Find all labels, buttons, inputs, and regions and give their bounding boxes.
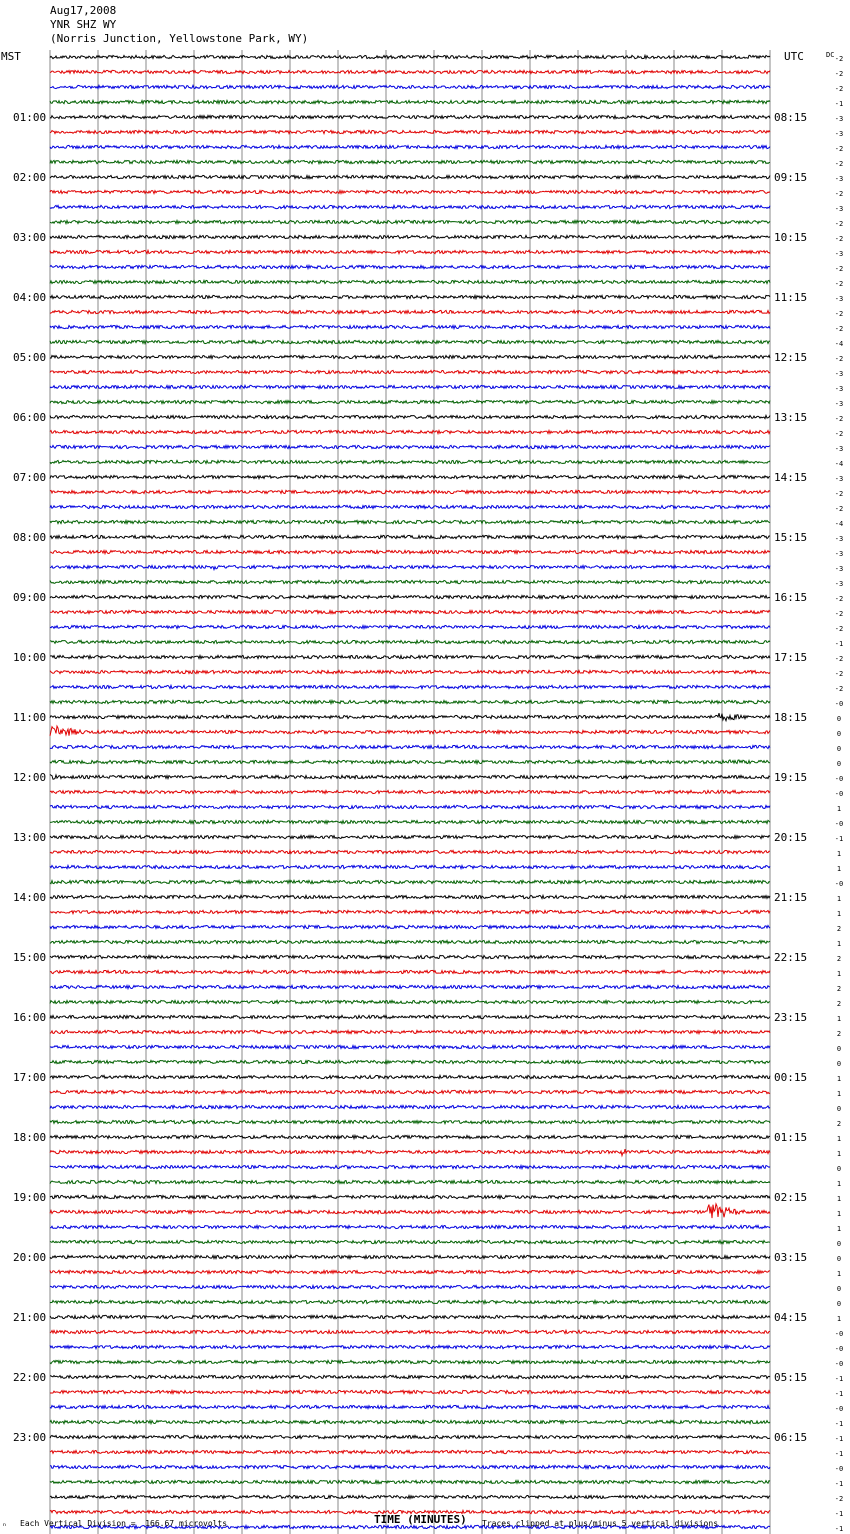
- dc-offset-label: 1: [836, 850, 842, 858]
- dc-offset-label: 0: [836, 1300, 842, 1308]
- dc-offset-label: 2: [836, 1030, 842, 1038]
- seismic-trace-row: [50, 925, 770, 928]
- seismic-trace-row: [50, 580, 770, 583]
- seismic-trace-row: [50, 175, 770, 178]
- dc-offset-label: -3: [834, 445, 844, 453]
- dc-offset-label: 1: [836, 1180, 842, 1188]
- seismic-trace-row: [50, 1360, 770, 1363]
- utc-hour-label: 04:15: [774, 1311, 808, 1324]
- dc-offset-label: 1: [836, 1195, 842, 1203]
- dc-offset-label: -3: [834, 370, 844, 378]
- dc-offset-label: -2: [834, 595, 844, 603]
- dc-offset-label: -0: [834, 1345, 844, 1353]
- seismic-trace-row: [50, 1000, 770, 1003]
- dc-offset-label: -0: [834, 700, 844, 708]
- dc-offset-label: 0: [836, 1060, 842, 1068]
- station-location: (Norris Junction, Yellowstone Park, WY): [50, 32, 309, 45]
- dc-offset-label: -0: [834, 880, 844, 888]
- dc-offset-label: -1: [834, 1480, 844, 1488]
- seismic-trace-row: [50, 850, 770, 853]
- mst-hour-label: 11:00: [13, 711, 47, 724]
- mst-hour-label: 10:00: [13, 651, 47, 664]
- seismic-trace-row: [50, 310, 770, 313]
- dc-offset-label: -0: [834, 1330, 844, 1338]
- seismic-trace-row: [50, 415, 770, 418]
- seismic-trace-row: [50, 1405, 770, 1408]
- seismic-trace-row: [50, 820, 770, 823]
- dc-offset-label: -2: [834, 220, 844, 228]
- seismic-trace-row: [50, 1075, 770, 1078]
- seismic-trace-row: [50, 700, 770, 703]
- seismic-trace-row: [50, 713, 770, 721]
- dc-offset-label: 1: [836, 1015, 842, 1023]
- seismic-trace-row: [50, 1135, 770, 1138]
- seismic-trace-row: [50, 505, 770, 508]
- seismic-trace-row: [50, 670, 770, 673]
- seismic-trace-row: [50, 220, 770, 223]
- mst-hour-label: 01:00: [13, 111, 47, 124]
- dc-offset-label: -2: [834, 160, 844, 168]
- seismic-trace-row: [50, 1060, 770, 1063]
- dc-offset-label: 2: [836, 1120, 842, 1128]
- station-code: YNR SHZ WY: [50, 18, 117, 31]
- dc-offset-label: -1: [834, 640, 844, 648]
- seismic-trace-row: [50, 1045, 770, 1048]
- dc-offset-label: -1: [834, 100, 844, 108]
- seismic-trace-row: [50, 610, 770, 613]
- mst-hour-label: 03:00: [13, 231, 47, 244]
- seismic-trace-row: [50, 1375, 770, 1378]
- utc-hour-label: 00:15: [774, 1071, 808, 1084]
- seismic-trace-row: [50, 385, 770, 388]
- dc-offset-label: 2: [836, 925, 842, 933]
- dc-offset-label: 0: [836, 730, 842, 738]
- dc-offset-label: -2: [834, 670, 844, 678]
- utc-hour-label: 06:15: [774, 1431, 808, 1444]
- seismic-trace-row: [50, 1390, 770, 1393]
- seismic-trace-row: [50, 970, 770, 973]
- dc-offset-label: -0: [834, 1360, 844, 1368]
- seismic-trace-row: [50, 1345, 770, 1348]
- seismic-trace-row: [50, 1435, 770, 1438]
- seismic-trace-row: [50, 655, 770, 658]
- seismic-trace-row: [50, 685, 770, 688]
- dc-offset-label: -2: [834, 265, 844, 273]
- utc-hour-label: 18:15: [774, 711, 808, 724]
- seismic-trace-row: [50, 835, 770, 838]
- seismic-trace-row: [50, 745, 770, 748]
- dc-offset-label: 1: [836, 910, 842, 918]
- dc-offset-label: -2: [834, 625, 844, 633]
- left-timezone: MST: [1, 50, 21, 63]
- seismic-trace-row: [50, 865, 770, 868]
- dc-offset-label: -2: [834, 430, 844, 438]
- mst-hour-label: 19:00: [13, 1191, 47, 1204]
- seismic-trace-row: [50, 1195, 770, 1198]
- dc-offset-label: -3: [834, 385, 844, 393]
- seismic-trace-row: [50, 1180, 770, 1183]
- dc-offset-label: -3: [834, 550, 844, 558]
- seismic-trace-row: [50, 130, 770, 133]
- seismic-trace-row: [50, 1255, 770, 1258]
- seismic-trace-row: [50, 1300, 770, 1303]
- dc-offset-label: 0: [836, 1240, 842, 1248]
- utc-hour-label: 17:15: [774, 651, 808, 664]
- seismic-trace-row: [50, 940, 770, 943]
- dc-offset-label: -2: [834, 355, 844, 363]
- dc-offset-label: -2: [834, 145, 844, 153]
- dc-offset-label: -4: [834, 520, 844, 528]
- plot-date: Aug17,2008: [50, 4, 117, 17]
- mst-hour-label: 16:00: [13, 1011, 47, 1024]
- dc-offset-label: 0: [836, 760, 842, 768]
- seismic-trace-row: [50, 1495, 770, 1498]
- seismic-trace-row: [50, 726, 770, 736]
- dc-offset-label: -1: [834, 1435, 844, 1443]
- dc-offset-label: -2: [834, 655, 844, 663]
- dc-offset-label: 1: [836, 865, 842, 873]
- seismic-trace-row: [50, 520, 770, 523]
- seismic-trace-row: [50, 145, 770, 148]
- dc-offset-label: -1: [834, 1510, 844, 1518]
- seismic-trace-row: [50, 625, 770, 628]
- dc-offset-label: 0: [836, 1165, 842, 1173]
- dc-offset-label: 0: [836, 715, 842, 723]
- dc-offset-label: -4: [834, 460, 844, 468]
- seismic-trace-row: [50, 295, 770, 298]
- dc-offset-label: -2: [834, 505, 844, 513]
- dc-offset-label: -1: [834, 1390, 844, 1398]
- dc-offset-label: -2: [834, 610, 844, 618]
- seismic-trace-row: [50, 430, 770, 433]
- mst-hour-label: 04:00: [13, 291, 47, 304]
- clip-note: Traces clipped at plus/minus 5 vertical divisions: [482, 1519, 719, 1528]
- dc-offset-label: -1: [834, 1450, 844, 1458]
- seismic-trace-row: [50, 775, 770, 780]
- seismic-trace-row: [50, 325, 770, 328]
- dc-offset-label: -3: [834, 175, 844, 183]
- dc-offset-label: -3: [834, 475, 844, 483]
- dc-offset-label: -2: [834, 85, 844, 93]
- utc-hour-label: 21:15: [774, 891, 808, 904]
- dc-offset-label: 1: [836, 1210, 842, 1218]
- scale-note: Each Vertical Division = 166.67 microvolts: [20, 1519, 228, 1528]
- seismic-trace-row: [50, 1330, 770, 1333]
- dc-offset-label: -2: [834, 55, 844, 63]
- seismic-trace-row: [50, 115, 770, 118]
- utc-hour-label: 02:15: [774, 1191, 808, 1204]
- seismic-trace-row: [50, 985, 770, 988]
- seismic-trace-row: [50, 1030, 770, 1033]
- seismic-trace-row: [50, 880, 770, 883]
- dc-offset-label: -0: [834, 1405, 844, 1413]
- utc-hour-label: 10:15: [774, 231, 808, 244]
- dc-offset-label: -2: [834, 1495, 844, 1503]
- seismic-trace-row: [50, 235, 770, 238]
- dc-offset-label: 1: [836, 895, 842, 903]
- dc-offset-label: 1: [836, 1150, 842, 1158]
- dc-offset-label: -2: [834, 490, 844, 498]
- dc-offset-label: -0: [834, 1465, 844, 1473]
- mst-hour-label: 21:00: [13, 1311, 47, 1324]
- seismic-trace-row: [50, 160, 770, 163]
- seismic-trace-row: [50, 1225, 770, 1228]
- dc-offset-label: -0: [834, 775, 844, 783]
- seismic-trace-row: [50, 250, 770, 253]
- seismic-trace-row: [50, 445, 770, 448]
- dc-offset-label: -0: [834, 820, 844, 828]
- dc-offset-label: -2: [834, 70, 844, 78]
- seismic-trace-row: [50, 400, 770, 403]
- mst-hour-label: 09:00: [13, 591, 47, 604]
- dc-offset-label: 1: [836, 1270, 842, 1278]
- seismic-trace-row: [50, 370, 770, 373]
- dc-column-header: DC: [826, 51, 835, 59]
- mst-hour-label: 20:00: [13, 1251, 47, 1264]
- seismic-trace-row: [50, 1149, 770, 1156]
- mst-hour-label: 13:00: [13, 831, 47, 844]
- dc-offset-label: 1: [836, 970, 842, 978]
- utc-hour-label: 20:15: [774, 831, 808, 844]
- utc-hour-label: 09:15: [774, 171, 808, 184]
- seismic-trace-row: [50, 640, 770, 643]
- seismic-trace-row: [50, 1105, 770, 1108]
- dc-offset-label: -3: [834, 205, 844, 213]
- mst-hour-label: 05:00: [13, 351, 47, 364]
- seismic-trace-row: [50, 340, 770, 343]
- dc-offset-label: -2: [834, 310, 844, 318]
- mst-hour-label: 06:00: [13, 411, 47, 424]
- seismic-trace-row: [50, 1120, 770, 1123]
- seismic-trace-row: [50, 460, 770, 463]
- dc-offset-label: -3: [834, 400, 844, 408]
- utc-hour-label: 05:15: [774, 1371, 808, 1384]
- dc-offset-label: -0: [834, 790, 844, 798]
- seismic-trace-row: [50, 1450, 770, 1453]
- dc-offset-label: 0: [836, 745, 842, 753]
- mst-hour-label: 23:00: [13, 1431, 47, 1444]
- mst-hour-label: 02:00: [13, 171, 47, 184]
- seismic-trace-row: [50, 355, 770, 358]
- dc-offset-label: -2: [834, 325, 844, 333]
- utc-hour-label: 08:15: [774, 111, 808, 124]
- dc-offset-label: -3: [834, 250, 844, 258]
- seismic-trace-row: [50, 805, 770, 808]
- mst-hour-label: 18:00: [13, 1131, 47, 1144]
- seismic-trace-row: [50, 760, 770, 764]
- dc-offset-label: 2: [836, 985, 842, 993]
- mst-hour-label: 14:00: [13, 891, 47, 904]
- dc-offset-label: 1: [836, 1225, 842, 1233]
- seismic-trace-row: [50, 1480, 770, 1483]
- dc-offset-label: -1: [834, 835, 844, 843]
- dc-offset-label: -2: [834, 235, 844, 243]
- seismic-trace-row: [50, 1420, 770, 1423]
- dc-offset-label: -3: [834, 580, 844, 588]
- seismic-trace-row: [50, 70, 770, 73]
- utc-hour-label: 12:15: [774, 351, 808, 364]
- dc-offset-label: -1: [834, 1420, 844, 1428]
- dc-offset-label: -2: [834, 190, 844, 198]
- seismic-trace-row: [50, 190, 770, 193]
- seismic-trace-row: [50, 895, 770, 898]
- seismic-trace-row: [50, 490, 770, 493]
- dc-offset-label: -2: [834, 685, 844, 693]
- seismic-trace-row: [50, 1270, 770, 1273]
- dc-offset-label: -3: [834, 115, 844, 123]
- seismic-trace-row: [50, 1204, 770, 1218]
- seismic-trace-row: [50, 100, 770, 103]
- mst-hour-label: 17:00: [13, 1071, 47, 1084]
- dc-offset-label: -3: [834, 565, 844, 573]
- seismic-trace-row: [50, 280, 770, 283]
- utc-hour-label: 14:15: [774, 471, 808, 484]
- utc-hour-label: 13:15: [774, 411, 808, 424]
- mst-hour-label: 22:00: [13, 1371, 47, 1384]
- dc-offset-label: -3: [834, 535, 844, 543]
- mst-hour-label: 07:00: [13, 471, 47, 484]
- dc-offset-label: 2: [836, 1000, 842, 1008]
- seismic-trace-row: [50, 1015, 770, 1018]
- seismic-trace-row: [50, 535, 770, 538]
- seismic-trace-row: [50, 1465, 770, 1468]
- seismic-trace-row: [50, 85, 770, 88]
- dc-offset-label: -3: [834, 130, 844, 138]
- utc-hour-label: 19:15: [774, 771, 808, 784]
- mst-hour-label: 12:00: [13, 771, 47, 784]
- mst-hour-label: 15:00: [13, 951, 47, 964]
- dc-offset-label: -4: [834, 340, 844, 348]
- seismic-trace-row: [50, 565, 770, 569]
- dc-offset-label: 0: [836, 1285, 842, 1293]
- dc-offset-label: -2: [834, 415, 844, 423]
- utc-hour-label: 11:15: [774, 291, 808, 304]
- utc-hour-label: 16:15: [774, 591, 808, 604]
- seismic-trace-row: [50, 1315, 770, 1318]
- utc-hour-label: 23:15: [774, 1011, 808, 1024]
- dc-offset-label: 2: [836, 955, 842, 963]
- dc-offset-label: -2: [834, 280, 844, 288]
- mst-hour-label: 08:00: [13, 531, 47, 544]
- dc-offset-label: 0: [836, 1045, 842, 1053]
- seismic-trace-row: [50, 595, 770, 598]
- dc-offset-label: 1: [836, 1315, 842, 1323]
- seismic-trace-row: [50, 265, 770, 268]
- dc-offset-label: 1: [836, 805, 842, 813]
- dc-offset-label: 0: [836, 1255, 842, 1263]
- utc-hour-label: 15:15: [774, 531, 808, 544]
- seismic-trace-row: [50, 475, 770, 478]
- seismic-trace-row: [50, 1285, 770, 1288]
- seismic-trace-row: [50, 1165, 770, 1168]
- dc-offset-label: -3: [834, 295, 844, 303]
- dc-offset-label: 1: [836, 1075, 842, 1083]
- seismic-trace-row: [50, 910, 770, 913]
- dc-offset-label: -1: [834, 1375, 844, 1383]
- dc-offset-label: 1: [836, 1135, 842, 1143]
- dc-offset-label: 1: [836, 940, 842, 948]
- seismic-trace-row: [50, 1240, 770, 1243]
- seismic-trace-row: [50, 1090, 770, 1093]
- utc-hour-label: 22:15: [774, 951, 808, 964]
- seismic-trace-row: [50, 550, 770, 553]
- dc-offset-label: -1: [834, 1525, 844, 1533]
- x-axis-title: TIME (MINUTES): [374, 1513, 467, 1526]
- right-timezone: UTC: [784, 50, 804, 63]
- footer-mark: ₙ: [2, 1519, 7, 1528]
- seismic-trace-row: [50, 205, 770, 208]
- seismic-trace-row: [50, 955, 770, 958]
- dc-offset-label: 1: [836, 1090, 842, 1098]
- dc-offset-label: 0: [836, 1105, 842, 1113]
- seismic-trace-row: [50, 790, 770, 793]
- utc-hour-label: 03:15: [774, 1251, 808, 1264]
- utc-hour-label: 01:15: [774, 1131, 808, 1144]
- seismic-trace-row: [50, 55, 770, 58]
